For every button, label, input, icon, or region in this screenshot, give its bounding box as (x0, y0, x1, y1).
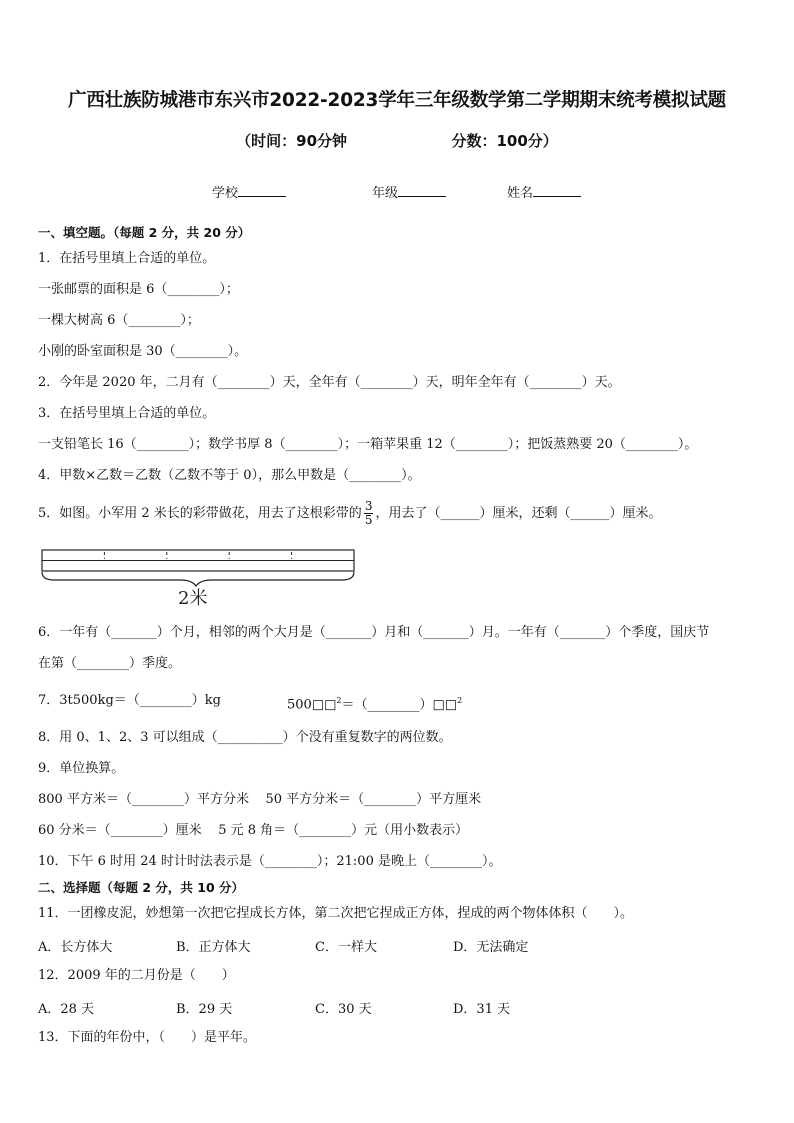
q6-line-b: 在第（________）季度。 (38, 656, 182, 671)
q9-item-a: 800 平方米＝（________）平方分米 50 平方分米＝（________）平方厘米 (38, 792, 482, 807)
fraction-denominator: 5 (364, 513, 373, 527)
q12-option-c[interactable]: C．30 天 (315, 1002, 372, 1017)
q11-option-a[interactable]: A．长方体大 (38, 940, 113, 955)
ribbon-brace (42, 572, 354, 586)
q11-option-b[interactable]: B．正方体大 (176, 940, 251, 955)
q11-stem: 11．一团橡皮泥，妙想第一次把它捏成长方体，第二次把它捏成正方体，捏成的两个物体体积（ ）。 (38, 906, 634, 921)
q7-c-text: ＝（________）□□ (341, 697, 458, 713)
section-choice-heading: 二、选择题（每题 2 分，共 10 分） (38, 880, 245, 895)
q12-option-b[interactable]: B．29 天 (176, 1002, 233, 1017)
grade-field (372, 182, 446, 201)
q5-before: 5．如图。小军用 2 米长的彩带做花，用去了这根彩带的 (38, 506, 362, 521)
q5-text (38, 496, 661, 532)
exam-title: 广西壮族防城港市东兴市2022-2023学年三年级数学第二学期期末统考模拟试题 (68, 90, 726, 111)
q10-text: 10．下午 6 时用 24 时计时法表示是（________）；21:00 是晚上（________）。 (38, 854, 502, 869)
q7-b-text: 500□□ (287, 697, 337, 713)
q8-text: 8．用 0、1、2、3 可以组成（__________）个没有重复数字的两位数。 (38, 730, 452, 745)
q1-item-a: 一张邮票的面积是 6（________）； (38, 282, 239, 297)
q9-item-b: 60 分米＝（________）厘米 5 元 8 角＝（________）元（用小数表示） (38, 823, 469, 838)
q7-part-a: 7．3t500kg＝（________）kg (38, 693, 221, 708)
name-blank[interactable] (533, 182, 581, 197)
q2-text: 2．今年是 2020 年，二月有（________）天，全年有（________）天，明年全年有（________）天。 (38, 375, 621, 390)
q4-text: 4．甲数×乙数＝乙数（乙数不等于 0），那么甲数是（________）。 (38, 468, 421, 483)
time-label: （时间：90分钟 (236, 132, 348, 150)
section-fill-blank-heading: 一、填空题。（每题 2 分，共 20 分） (38, 225, 251, 240)
score-label: 分数：100分） (451, 132, 558, 150)
q5-after: ，用去了（______）厘米，还剩（______）厘米。 (375, 506, 662, 521)
school-field (212, 182, 286, 201)
q12-stem: 12．2009 年的二月份是（ ） (38, 968, 235, 983)
q7-part-b (287, 692, 462, 714)
grade-label: 年级 (372, 186, 399, 201)
school-blank[interactable] (238, 182, 286, 197)
q6-line-a: 6．一年有（_______）个月，相邻的两个大月是（_______）月和（_______）月。一年有（_______）个季度，国庆节 (38, 625, 710, 640)
q7-c-sup: 2 (457, 696, 463, 705)
q1-item-c: 小刚的卧室面积是 30（________）。 (38, 344, 248, 359)
q9-stem: 9．单位换算。 (38, 761, 125, 776)
school-label: 学校 (212, 186, 239, 201)
q1-item-b: 一棵大树高 6（________）； (38, 313, 200, 328)
ribbon-divisions (104, 552, 291, 559)
name-label: 姓名 (507, 186, 534, 201)
fraction-numerator: 3 (364, 499, 373, 513)
q12-option-a[interactable]: A．28 天 (38, 1002, 95, 1017)
ribbon-length-label: 2米 (178, 588, 208, 609)
q1-stem: 1．在括号里填上合适的单位。 (38, 251, 216, 266)
q3-item-a: 一支铅笔长 16（________）；数学书厚 8（________）；一箱苹果重 12（________）；把饭蒸熟要 20（________）。 (38, 437, 698, 452)
exam-subtitle (0, 130, 794, 151)
q12-option-d[interactable]: D．31 天 (453, 1002, 511, 1017)
q13-stem: 13．下面的年份中，（ ）是平年。 (38, 1030, 257, 1045)
grade-blank[interactable] (398, 182, 446, 197)
q5-fraction (364, 500, 374, 527)
ribbon-figure (40, 546, 360, 612)
q3-stem: 3．在括号里填上合适的单位。 (38, 406, 216, 421)
q11-option-c[interactable]: C．一样大 (315, 940, 377, 955)
q7-b-sup: 2 (336, 696, 342, 705)
name-field (507, 182, 581, 201)
q11-option-d[interactable]: D．无法确定 (453, 940, 529, 955)
